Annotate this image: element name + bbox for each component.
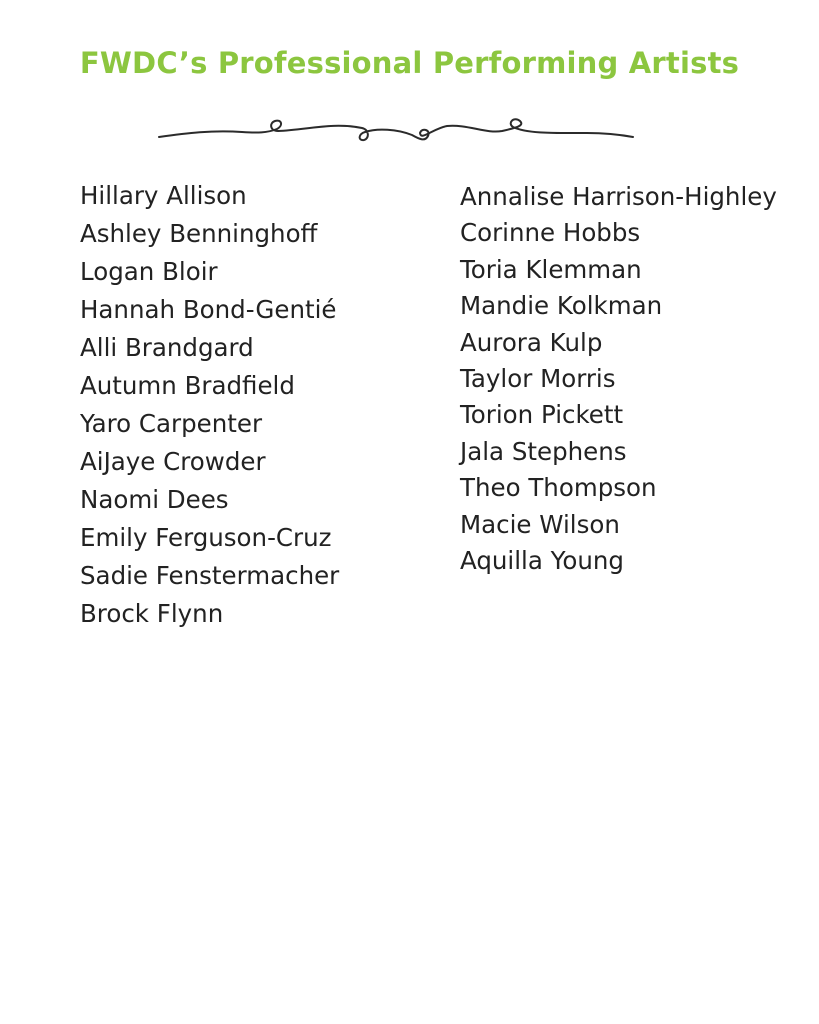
artist-name: Hannah Bond-Gentié	[80, 295, 337, 324]
artist-name: Yaro Carpenter	[80, 409, 263, 438]
artist-name: Theo Thompson	[460, 473, 657, 503]
artist-list-right	[460, 179, 777, 579]
artist-name: Logan Bloir	[80, 257, 218, 286]
artist-name: Autumn Bradfield	[80, 371, 295, 400]
page-title: FWDC’s Professional Performing Artists	[79, 46, 740, 80]
artist-list-left	[80, 177, 339, 633]
artist-name: Taylor Morris	[460, 363, 616, 393]
artist-name: Sadie Fenstermacher	[80, 561, 340, 590]
artist-name: Emily Ferguson-Cruz	[80, 523, 332, 552]
artist-name: Annalise Harrison-Highley	[460, 182, 777, 211]
artist-name: Toria Klemman	[460, 254, 642, 284]
flourish-path	[159, 119, 633, 140]
flourish-ornament-icon	[157, 112, 635, 152]
artist-name: Corinne Hobbs	[460, 218, 641, 248]
artist-name: AiJaye Crowder	[80, 447, 266, 476]
artist-name: Brock Flynn	[80, 599, 224, 628]
artist-name: Alli Brandgard	[80, 333, 254, 362]
artist-name: Naomi Dees	[80, 485, 229, 514]
artist-name: Aurora Kulp	[460, 327, 603, 357]
artist-name: Aquilla Young	[460, 545, 624, 575]
artist-name: Ashley Benninghoff	[80, 219, 318, 248]
artist-name: Jala Stephens	[460, 436, 627, 466]
artist-name: Hillary Allison	[80, 181, 247, 210]
artist-name: Mandie Kolkman	[460, 291, 663, 321]
artist-name: Torion Pickett	[460, 400, 624, 430]
artist-name: Macie Wilson	[460, 509, 620, 539]
